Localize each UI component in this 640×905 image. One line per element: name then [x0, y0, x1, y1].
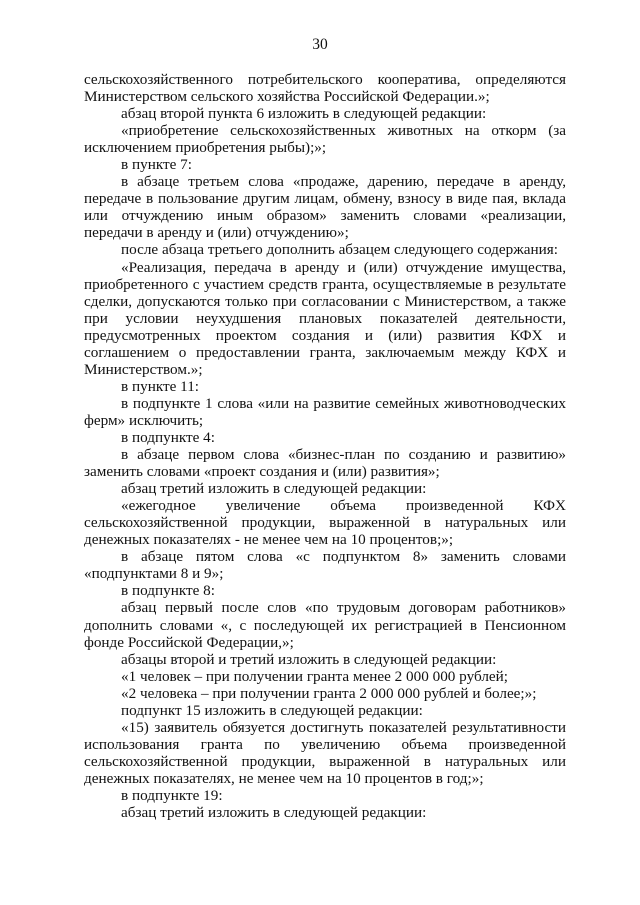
- paragraph: в подпункте 8:: [121, 582, 215, 600]
- paragraph: «2 человека – при получении гранта 2 000 000 рублей и более;»;: [121, 684, 537, 702]
- paragraph: в подпункте 1 слова «или на развитие семейных животноводческих ферм» исключить;: [84, 394, 566, 429]
- paragraph: абзац первый после слов «по трудовым договорам работников» дополнить словами «, с последующей их регистрацией в Пенсионном фонде Российской Федерации,»;: [84, 599, 566, 651]
- paragraph: абзац второй пункта 6 изложить в следующей редакции:: [121, 105, 487, 123]
- paragraph: «15) заявитель обязуется достигнуть показателей результативности использования гранта по увеличению объема произведенной сельскохозяйственной продукции, выраженной в натуральных или денежных показателях, не менее чем на 10 процентов в год;»;: [84, 718, 566, 787]
- paragraph: в абзаце первом слова «бизнес-план по созданию и развитию» заменить словами «проект создания и (или) развития»;: [84, 446, 566, 481]
- paragraph: абзац третий изложить в следующей редакции:: [121, 804, 427, 822]
- paragraph: в абзаце пятом слова «с подпунктом 8» заменить словами «подпунктами 8 и 9»;: [84, 548, 566, 583]
- paragraph: в пункте 7:: [121, 156, 192, 174]
- paragraph: абзацы второй и третий изложить в следующей редакции:: [121, 650, 497, 668]
- document-body: [84, 71, 566, 821]
- page-number: 30: [312, 36, 328, 53]
- paragraph: «ежегодное увеличение объема произведенной КФХ сельскохозяйственной продукции, выраженной в натуральных или денежных показателях - не менее чем на 10 процентов;»;: [84, 497, 566, 549]
- paragraph: после абзаца третьего дополнить абзацем следующего содержания:: [121, 241, 558, 259]
- paragraph: подпункт 15 изложить в следующей редакции:: [121, 701, 423, 719]
- paragraph: в пункте 11:: [121, 377, 200, 395]
- paragraph: «Реализация, передача в аренду и (или) отчуждение имущества, приобретенного с участием средств гранта, осуществляемые в результате сделки, допускаются только при согласовании с Министерством, а также при условии неухудшения плановых показателей деятельности, предусмотренных проектом создания и (или) развития КФХ и соглашением о предоставлении гранта, заключаемым между КФХ и Министерством.»;: [84, 258, 566, 378]
- paragraph: сельскохозяйственного потребительского кооператива, определяются Министерством сельского хозяйства Российской Федерации.»;: [84, 71, 566, 106]
- paragraph: в подпункте 4:: [121, 428, 215, 446]
- paragraph: абзац третий изложить в следующей редакции:: [121, 480, 427, 498]
- paragraph: «1 человек – при получении гранта менее 2 000 000 рублей;: [121, 667, 508, 685]
- paragraph: в подпункте 19:: [121, 786, 223, 804]
- paragraph: в абзаце третьем слова «продаже, дарению, передаче в аренду, передаче в пользование другим лицам, обмену, взносу в виде пая, вклада или отчуждению иным образом» заменить словами «реализации, передачи в аренду и (или) отчуждению»;: [84, 173, 566, 242]
- paragraph: «приобретение сельскохозяйственных животных на откорм (за исключением приобретения рыбы);»;: [84, 122, 566, 157]
